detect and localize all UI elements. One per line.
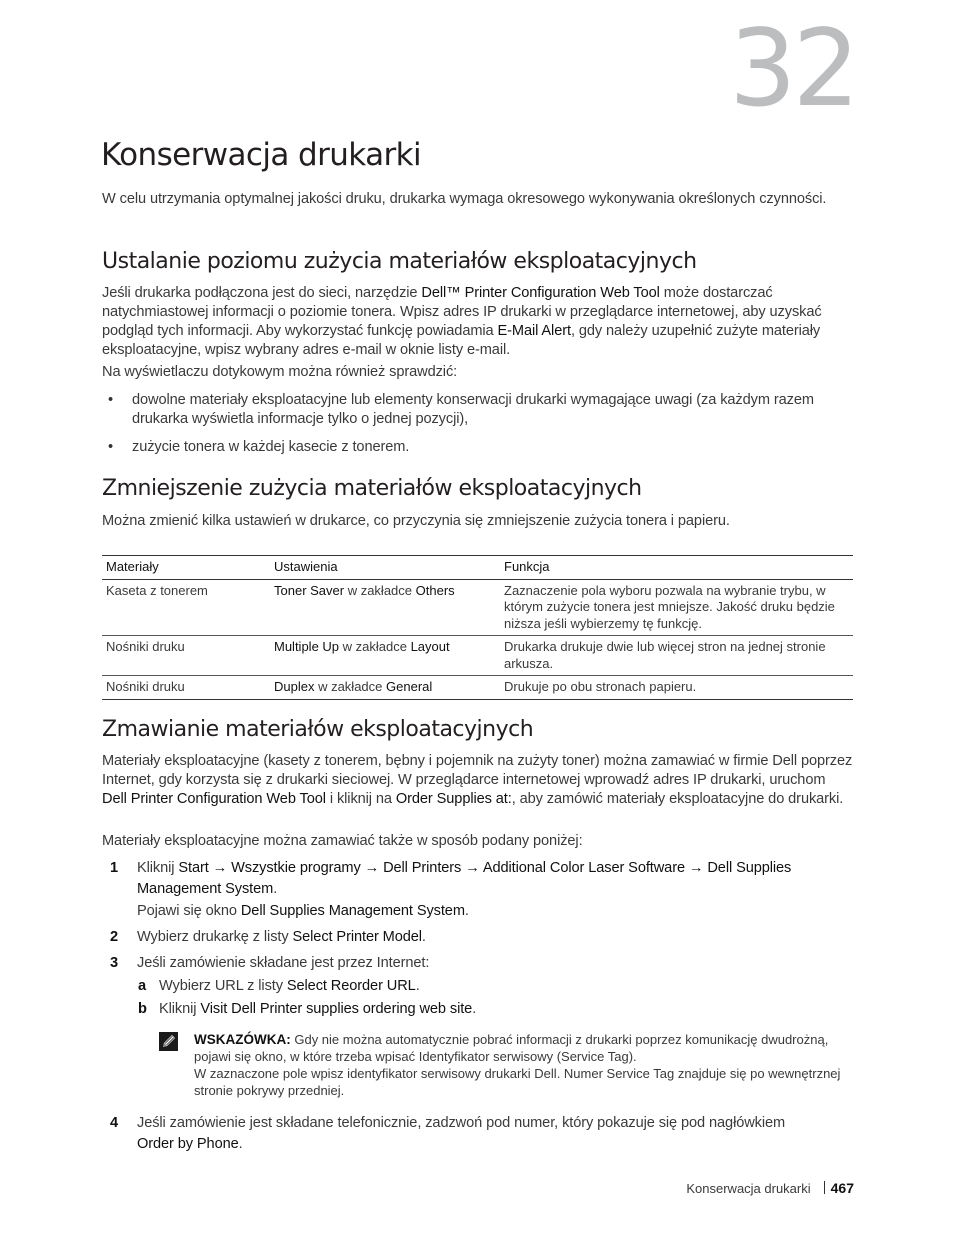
cell-function: Drukarka drukuje dwie lub więcej stron na jednej stronie arkusza.	[500, 636, 853, 676]
cell-setting: Toner Saver w zakładce Others	[270, 579, 500, 636]
chapter-number: 32	[729, 7, 856, 130]
step-3: 3 Jeśli zamówienie składane jest przez Internet:	[110, 955, 430, 971]
column-header: Materiały	[102, 556, 270, 580]
cell-function: Drukuje po obu stronach papieru.	[500, 676, 853, 700]
menu-path: Start → Wszystkie programy → Dell Printers → Additional Color Laser Software → Dell Supplies Management System	[137, 860, 792, 897]
bullet-list	[102, 391, 854, 457]
section3-paragraph: Materiały eksploatacyjne (kasety z tonerem, bębny i pojemnik na zużyty toner) można zamawiać w firmie Dell poprzez Internet, gdy korzysta się z drukarki sieciowej. W przeglądarce internetowej wprowadź adres IP drukarki, uruchom Dell Printer Configuration Web Tool i kliknij na Order Supplies at:, aby zamówić materiały eksploatacyjne do drukarki.	[102, 753, 853, 807]
footer-section-title: Konserwacja drukarki	[686, 1181, 811, 1196]
page-title: Konserwacja drukarki	[101, 137, 422, 173]
section-heading-ordering: Zmawianie materiałów eksploatacyjnych	[102, 717, 534, 742]
cell-material: Nośniki druku	[102, 676, 270, 700]
section1-paragraph: Jeśli drukarka podłączona jest do sieci, narzędzie Dell™ Printer Configuration Web Tool może dostarczać natychmiastowej informacji o poziomie tonera. Wpisz adres IP drukarki w przeglądarce internetowej, aby uzyskać podgląd tych informacji. Aby wykorzystać funkcję powiadamia E-Mail Alert, gdy należy uzupełnić zużyte materiały eksploatacyjne, wpisz wybrany adres e-mail w oknie listy e-mail.	[102, 285, 822, 358]
cell-material: Nośniki druku	[102, 636, 270, 676]
ordered-steps	[102, 858, 841, 1155]
column-header: Funkcja	[500, 556, 853, 580]
table-row	[102, 636, 853, 676]
cell-material: Kaseta z tonerem	[102, 579, 270, 636]
section-heading-reduce-usage: Zmniejszenie zużycia materiałów eksploatacyjnych	[102, 476, 642, 501]
pencil-note-icon	[159, 1032, 178, 1051]
footer-divider	[824, 1181, 825, 1194]
substep-a: a Wybierz URL z listy Select Reorder URL.	[138, 978, 420, 994]
supplies-table	[102, 555, 853, 700]
step-1-result: Pojawi się okno Dell Supplies Management System.	[137, 903, 469, 919]
chapter-intro: W celu utrzymania optymalnej jakości druku, drukarka wymaga okresowego wykonywania określonych czynności.	[102, 191, 827, 207]
table-row	[102, 676, 853, 700]
column-header: Ustawienia	[270, 556, 500, 580]
order-supplies-term: Order Supplies at:	[395, 791, 512, 807]
substep-b: b Kliknij Visit Dell Printer supplies ordering web site.	[138, 1001, 477, 1017]
step-1: 1 Kliknij Start → Wszystkie programy → Dell Printers → Additional Color Laser Software → Dell Supplies Management System. Pojawi się okno Dell Supplies Management System.	[102, 858, 822, 922]
section-heading-supply-levels: Ustalanie poziomu zużycia materiałów eksploatacyjnych	[102, 249, 697, 274]
list-item: • dowolne materiały eksploatacyjne lub elementy konserwacji drukarki wymagające uwagi (za każdym razem drukarka wyświetla informacje tylko o jednej pozycji),	[102, 391, 854, 429]
section1-paragraph-2: Na wyświetlaczu dotykowym można również sprawdzić:	[102, 364, 458, 380]
tool-name: Dell™ Printer Configuration Web Tool	[421, 285, 660, 301]
page-footer	[686, 1180, 854, 1196]
email-alert-term: E-Mail Alert	[497, 323, 571, 339]
step-4: 4 Jeśli zamówienie jest składane telefonicznie, zadzwoń pod numer, który pokazuje się pod nagłówkiem Order by Phone.	[110, 1115, 786, 1152]
cell-setting: Multiple Up w zakładce Layout	[270, 636, 500, 676]
section2-intro: Można zmienić kilka ustawień w drukarce, co przyczynia się zmniejszenie zużycia tonera i papieru.	[102, 513, 730, 529]
cell-function: Zaznaczenie pola wyboru pozwala na wybranie trybu, w którym zużycie tonera jest mniejsze. Jakość druku będzie niższa jeśli wybierzemy tę funkcję.	[500, 579, 853, 636]
note-label: WSKAZÓWKA:	[194, 1032, 291, 1047]
supplies-table-wrapper	[102, 555, 854, 700]
section3-paragraph-2: Materiały eksploatacyjne można zamawiać także w sposób podany poniżej:	[102, 833, 583, 849]
page-number: 467	[830, 1180, 854, 1196]
step-2: 2 Wybierz drukarkę z listy Select Printer Model.	[110, 929, 426, 945]
list-item: • zużycie tonera w każdej kasecie z tonerem.	[102, 438, 854, 457]
tool-name: Dell Printer Configuration Web Tool	[102, 791, 326, 807]
cell-setting: Duplex w zakładce General	[270, 676, 500, 700]
table-row	[102, 579, 853, 636]
table-header-row	[102, 556, 853, 580]
note-box: WSKAZÓWKA: Gdy nie można automatycznie pobrać informacji z drukarki poprzez komunikację dwudrożną, pojawi się okno, w które trzeba wpisać Identyfikator serwisowy (Service Tag). W zaznaczone pole wpisz identyfikator serwisowy drukarki Dell. Numer Service Tag znajduje się po wewnętrznej stronie pokrywy przedniej.	[102, 1031, 864, 1099]
